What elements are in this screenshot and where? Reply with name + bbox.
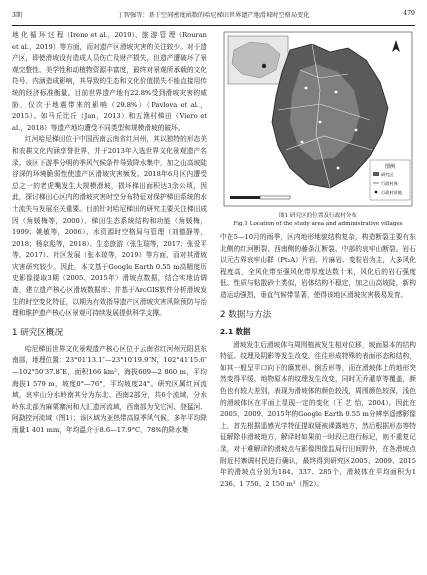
section-heading: 1 研究区概况	[12, 327, 64, 338]
subsection-heading: 2.1 数据	[220, 326, 251, 336]
body-paragraph: 中在5—10月的雨季，区内地形地貌结构复杂，构造断裂主要有东北侧的红河断裂、西南侧的藤条江断裂、中部的哀牢山断裂。岩石以元古界哀牢山群（Pt₂A）片岩、片麻岩、变粒岩为主，大多风化程度高，全风化带至强风化带厚度达数十米，风化后的岩石强度低、性质与粘散砂土类似，岩体结构不稳定，加之山高坡陡，新构造运动强烈，垂直气候带显著，使得该地区滑坡灾害极易发育。	[220, 233, 416, 299]
village-marker	[301, 141, 304, 144]
body-paragraph: 地 化 循 环 过 程（Irene et al.，2019）、旅 游 管 理（Rouran et al.，2019）等方面，而对遗产区滑坡灾害的关注较少。对于遗产区，即使滑坡没有造成人员伤亡及财产损失，但遗产遭破坏了景观完整性、美学性和动植物资源丰富度，最终对景观所承载的文化符号、内涵造成影响，其导致的生态和文化价值损失不能直接用传统的经济标准衡量。目前世界遗产地有22.8%受到滑坡灾害的威胁，仅次于地震带来的影响（29.8%）（Pavlova et al.，2015）。如马丘比丘（Jan，2013）和五渔村梯田（Viero et al.，2018）等遗产地均遭受不同类型和规模滑坡的破坏。	[12, 31, 207, 132]
legend-label: 研究区	[381, 172, 394, 177]
legend-label: 行政村驻地	[381, 190, 402, 195]
scale-bar	[260, 196, 290, 199]
legend-swatch	[373, 172, 379, 176]
body-paragraph: 红河哈尼梯田位于中国西南云南省红河州，其以独特的形态美和农耕文化内涵享誉世界，并于2013年入选世界文化景观遗产名录。该区下游季分明的季风气候条件导致降水集中，加之山高坡陡谷深的环境脆弱性使遗产区滑坡灾害频发。2018年6月区内遭受总之一的老虎嘴发生大规模滑坡，损坏梯田面积达3余公顷，因此，探讨梯田心区内的滑坡灾害时空分布特征对保护梯田系统的水土流失与发展至关重要。目前针对哈尼梯田的研究主要关注梯田成因（角媛梅等，2000）、梯田生态系统结构和功能（角媛梅，1999；姚敏等，2006）、水资源时空格局与管理（刘德静等，2018；杨京彪等，2018）、生态旅游（张生瑞等，2017；张爱平等，2017）、社区发展（张本琼等，2019）等方面，而对其滑坡灾害研究较少。因此，本文基于Google Earth 0.55 m高精度历史影像提取3期（2005、2015年）滑坡点数据，结合实地访调查，建立遗产核心区滑坡数据库；并基于ArcGIS软件分析滑坡发生的时空变化特征，以期为有效指导遗产区滑坡灾害风险预防与治理和维护遗产核心区景观可持续发展提供科学支撑。	[12, 135, 207, 318]
right-column	[220, 30, 416, 490]
body-paragraph: 滑坡发生后滑坡体与周围植被发生相对位移，坡面原本的结构特征、纹理及阴影等发生改变，往往形成特殊的表面形态和结构，如其一般呈平口向下的簸箕形、倒舌形等，而在滑坡体上的地形突然变得平缓、地物原本的纹理发生改变，同时无乔灌草等覆盖，颜色也有较大差别，表现为滑坡体的颜色较浅，周围颜色较深，浅色的滑坡体区在平面上显现一定的变化（王 艺 怡，2004）。因此在 2005、2009、2015年的Google Earth 0.55 m分辨率遥感影像上，首先根据遥感光学特征提取疑被裸露地方，然后根据形态等特征解除非滑坡地方，解译时如果前一时段已进行标记，则不重复记录，对于难解译的滑坡点与影像图像监局行田间野外，在各滑坡点附近村寨调村民进行确认，最终得到研究区2005、2009、2015年的滑坡点分别为184、337、285个，滑坡体在平均面积为1 236、1 750、2 150 m²（图2）。	[220, 340, 416, 488]
figure-caption-cn: 图1 研究区的位置及行政村分布	[278, 213, 358, 219]
inset-location-marker	[262, 64, 266, 68]
section-heading: 2 数据与方法	[220, 309, 272, 320]
figure-caption-en: Fig.1 Location of the study area and administrative villages	[233, 221, 403, 227]
page-number: 479	[403, 10, 415, 17]
legend-title: 图例	[384, 164, 396, 170]
village-marker	[355, 129, 358, 132]
village-marker	[319, 121, 322, 124]
legend-label: 行政村界	[381, 181, 398, 186]
village-marker	[337, 167, 340, 170]
village-marker	[305, 87, 308, 90]
scale-bar	[230, 196, 260, 199]
left-column	[12, 30, 207, 437]
running-header	[12, 10, 415, 26]
issue-number: 3期	[12, 12, 23, 19]
body-paragraph: 哈尼梯田世界文化景观遗产核心区位于云南省红河州元阳县东南部，地理位置：23°01′13.1″—23°10′19.9″N，102°41′15.6″—102°50′37.8″E，面积166 km²，海拔609—2 860 m，平均海拔1 579 m，坡度0°—76°，平均坡度24°。研究区属红河流域，哀牢山分水岭南其分为东北、西南2部分，共6个流域，分水岭东北部为麻栗寨河和大汇遗河流域，西南部为戈它河、登猛河、阿勐控河流域（图1）；该区域为亚热带高原季风气候，多年平均降雨量1 401 mm，年均温介于8.6—17.9°C，78%的降水集	[12, 344, 207, 434]
study-area-map-figure	[220, 30, 416, 228]
study-area-map	[220, 30, 416, 210]
village-marker	[335, 91, 338, 94]
running-title: 丁智强等：基于空间密度函数的哈尼梯田世界遗产地滑坡时空格局变化	[117, 12, 310, 19]
legend-dot-swatch	[375, 191, 378, 194]
